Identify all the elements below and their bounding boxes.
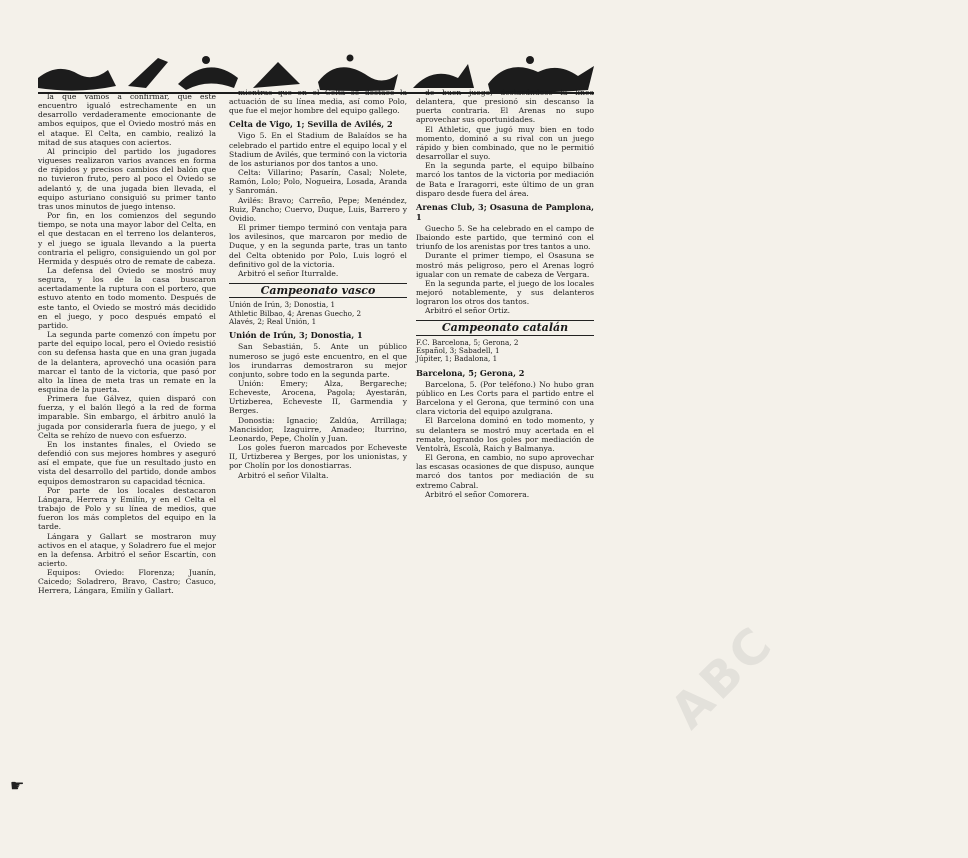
col1-paragraph: Equipos: Oviedo: Florenza; Juanín, Caicedo; Soladrero, Bravo, Castro; Casuco, Herrera, Lángara, Emilín y Gallart. <box>38 568 216 596</box>
column-3 <box>416 88 594 854</box>
col1-paragraph: La segunda parte comenzó con ímpetu por parte del equipo local, pero el Oviedo resistió con su defensa hasta que en una gran jugada de la delantera, aprovechó una ocasión para marcar el tanto de la victoria, que pasó por alto la línea de meta tras un remate en la esquina de la puerta. <box>38 330 216 394</box>
result-line: Alavés, 2; Real Unión, 1 <box>229 316 317 326</box>
col1-paragraph: Al principio del partido los jugadores vigueses realizaron varios avances en forma de rápidos y precisos cambios del balón que no tuvieron fruto, pero al poco el Oviedo se adelantó y, de una jugada bien llevada, el equipo asturiano consiguió su primer tanto tras unos minutos de juego intenso. <box>38 146 216 211</box>
col2-paragraph: San Sebastián, 5. Ante un público numeroso se jugó este encuentro, en el que los irundarras demostraron su mejor conjunto, sobre todo en la segunda parte. <box>229 342 407 379</box>
match-heading: Arenas Club, 3; Osasuna de Pamplona, 1 <box>416 201 594 222</box>
results-list <box>416 339 594 364</box>
col3-paragraph: Arbitró el señor Comorera. <box>425 489 530 499</box>
col3-paragraph: El Athletic, que jugó muy bien en todo momento, dominó a su rival con un juego rápido y bien combinado, que no le permitió desarrollar el suyo. <box>416 124 594 162</box>
col3-intro: de buen juego, destacándose la línea delantera, que presionó sin descanso la puerta contraria. El Arenas no supo aprovechar sus oportunidades. <box>416 88 594 125</box>
result-line: Júpiter, 1; Badalona, 1 <box>416 354 498 364</box>
col3-paragraph: El Barcelona dominó en todo momento, y su delantera se mostró muy acertada en el remate, logrando los goles por mediación de Ventolrà, Escolà, Raich y Balmanya. <box>416 416 594 453</box>
col1-paragraph: En los instantes finales, el Oviedo se defendió con sus mejores hombres y aseguró así el empate, que fue un resultado justo en vista del desarrollo del partido, donde ambos equipos demostraron su capacidad técnica. <box>38 439 216 486</box>
section-title-catalan: Campeonato catalán <box>416 320 594 335</box>
abc-watermark: ABC <box>660 614 786 740</box>
result-line: Español, 3; Sabadell, 1 <box>416 346 500 355</box>
result-line: Athletic Bilbao, 4; Arenas Guecho, 2 <box>229 308 362 318</box>
match-heading: Unión de Irún, 3; Donostia, 1 <box>229 330 363 341</box>
col1-paragraph: Por parte de los locales destacaron Lángara, Herrera y Emilín, y en el Celta el trabajo de Polo y su línea de medios, que fueron los más completos del equipo en la tarde. <box>38 485 216 532</box>
col2-intro: mientras que en el Celta se destacó la actuación de su línea media, así como Polo, que fue el mejor hombre del equipo gallego. <box>229 88 407 116</box>
col3-paragraph: Durante el primer tiempo, el Osasuna se mostró más peligroso, pero el Arenas logró igualar con un remate de cabeza de Vergara. <box>416 251 594 279</box>
col2-paragraph: Avilés: Bravo; Carreño, Pepe; Menéndez, Ruiz, Pancho; Cuervo, Duque, Luis, Barrero y Ovidio. <box>229 195 407 223</box>
col3-paragraph: Barcelona, 5. (Por teléfono.) No hubo gran público en Les Corts para el partido entre el Barcelona y el Gerona, que terminó con una clara victoria del equipo azulgrana. <box>416 379 594 417</box>
pointing-hand-icon: ☛ <box>10 776 25 795</box>
match-heading: Barcelona, 5; Gerona, 2 <box>416 367 525 378</box>
col3-paragraph: Guecho 5. Se ha celebrado en el campo de Ibaiondo este partido, que terminó con el triunfo de los arenistas por tres tantos a uno. <box>416 223 594 252</box>
results-list <box>229 301 407 326</box>
column-1 <box>38 92 216 854</box>
col2-paragraph: Arbitró el señor Iturralde. <box>238 268 339 278</box>
section-title-basque: Campeonato vasco <box>229 283 407 298</box>
col3-paragraph: En la segunda parte, el juego de los locales mejoró notablemente, y sus delanteros lograron los otros dos tantos. <box>416 278 594 307</box>
col2-paragraph: Unión: Emery; Alza, Bergareche; Echeveste, Arocena, Pagola; Ayestarán, Urtizberea, Echeveste II, Garmendia y Berges. <box>229 378 407 416</box>
col2-paragraph: Donostia: Ignacio; Zaldúa, Arrillaga; Mancisidor, Izaguirre, Amadeo; Iturrino, Leonardo, Pepe, Cholín y Juan. <box>229 415 407 443</box>
col1-paragraph: Lángara y Gallart se mostraron muy activos en el ataque, y Soladrero fue el mejor en la defensa. Arbitró el señor Escartín, con acierto. <box>38 531 216 568</box>
col3-paragraph: El Gerona, en cambio, no supo aprovechar las escasas ocasiones de que dispuso, aunque marcó dos tantos por mediación de su extremo Cabral. <box>416 453 594 490</box>
match-heading: Celta de Vigo, 1; Sevilla de Avilés, 2 <box>229 119 393 130</box>
col3-paragraph: En la segunda parte, el equipo bilbaíno marcó los tantos de la victoria por mediación de Bata e Iraragorri, este último de un gran disparo desde fuera del área. <box>416 161 594 198</box>
col1-paragraph: La defensa del Oviedo se mostró muy segura, y los de la casa buscaron acertadamente la ruptura con el portero, que estuvo atento en todo momento. Después de este tanto, el Oviedo se mostró más decidido en el juego, y poco después empató el partido. <box>38 265 216 330</box>
result-line: Unión de Irún, 3; Donostia, 1 <box>229 300 336 310</box>
col2-paragraph: Arbitró el señor Vilalta. <box>238 470 329 480</box>
col2-paragraph: Vigo 5. En el Stadium de Balaídos se ha celebrado el partido entre el equipo local y el Stadium de Avilés, que terminó con la victoria de los asturianos por dos tantos a uno. <box>229 131 407 168</box>
col1-paragraph: Primera fue Gálvez, quien disparó con fuerza, y el balón llegó a la red de forma imparable. Sin embargo, el árbitro anuló la jugada por considerarla fuera de juego, y el Celta se rehízo de nuevo con esfuerzo. <box>38 394 216 440</box>
col2-paragraph: Los goles fueron marcados por Echeveste II, Urtizberea y Berges, por los unionistas, y por Cholín por los donostiarras. <box>229 443 407 471</box>
col2-paragraph: El primer tiempo terminó con ventaja para los avilesinos, que marcaron por medio de Duque, y en la segunda parte, tras un tanto del Celta obtenido por Polo, Luis logró el definitivo gol de la victoria. <box>229 223 407 269</box>
col1-paragraph: Por fin, en los comienzos del segundo tiempo, se nota una mayor labor del Celta, en el que destacan en el terreno los delanteros, y el juego se iguala llevando a la puerta contraria el peligro, consiguiendo un gol por Hermida y después otro de remate de cabeza. <box>38 211 216 266</box>
col2-paragraph: Celta: Villarino; Pasarín, Casal; Nolete, Ramón, Lolo; Polo, Nogueira, Losada, Aranda y Sanromán. <box>229 168 407 196</box>
col1-paragraph: la que vamos a confirmar, que este encuentro igualó estrechamente en un desarrollo verdaderamente emocionante de ambos equipos, que el Oviedo mostró más en el ataque. El Celta, en cambio, realizó la mitad de sus ataques con aciertos. <box>38 92 216 147</box>
result-line: F.C. Barcelona, 5; Gerona, 2 <box>416 337 519 347</box>
col3-paragraph: Arbitró el señor Ortiz. <box>425 306 511 316</box>
column-2 <box>229 88 407 854</box>
